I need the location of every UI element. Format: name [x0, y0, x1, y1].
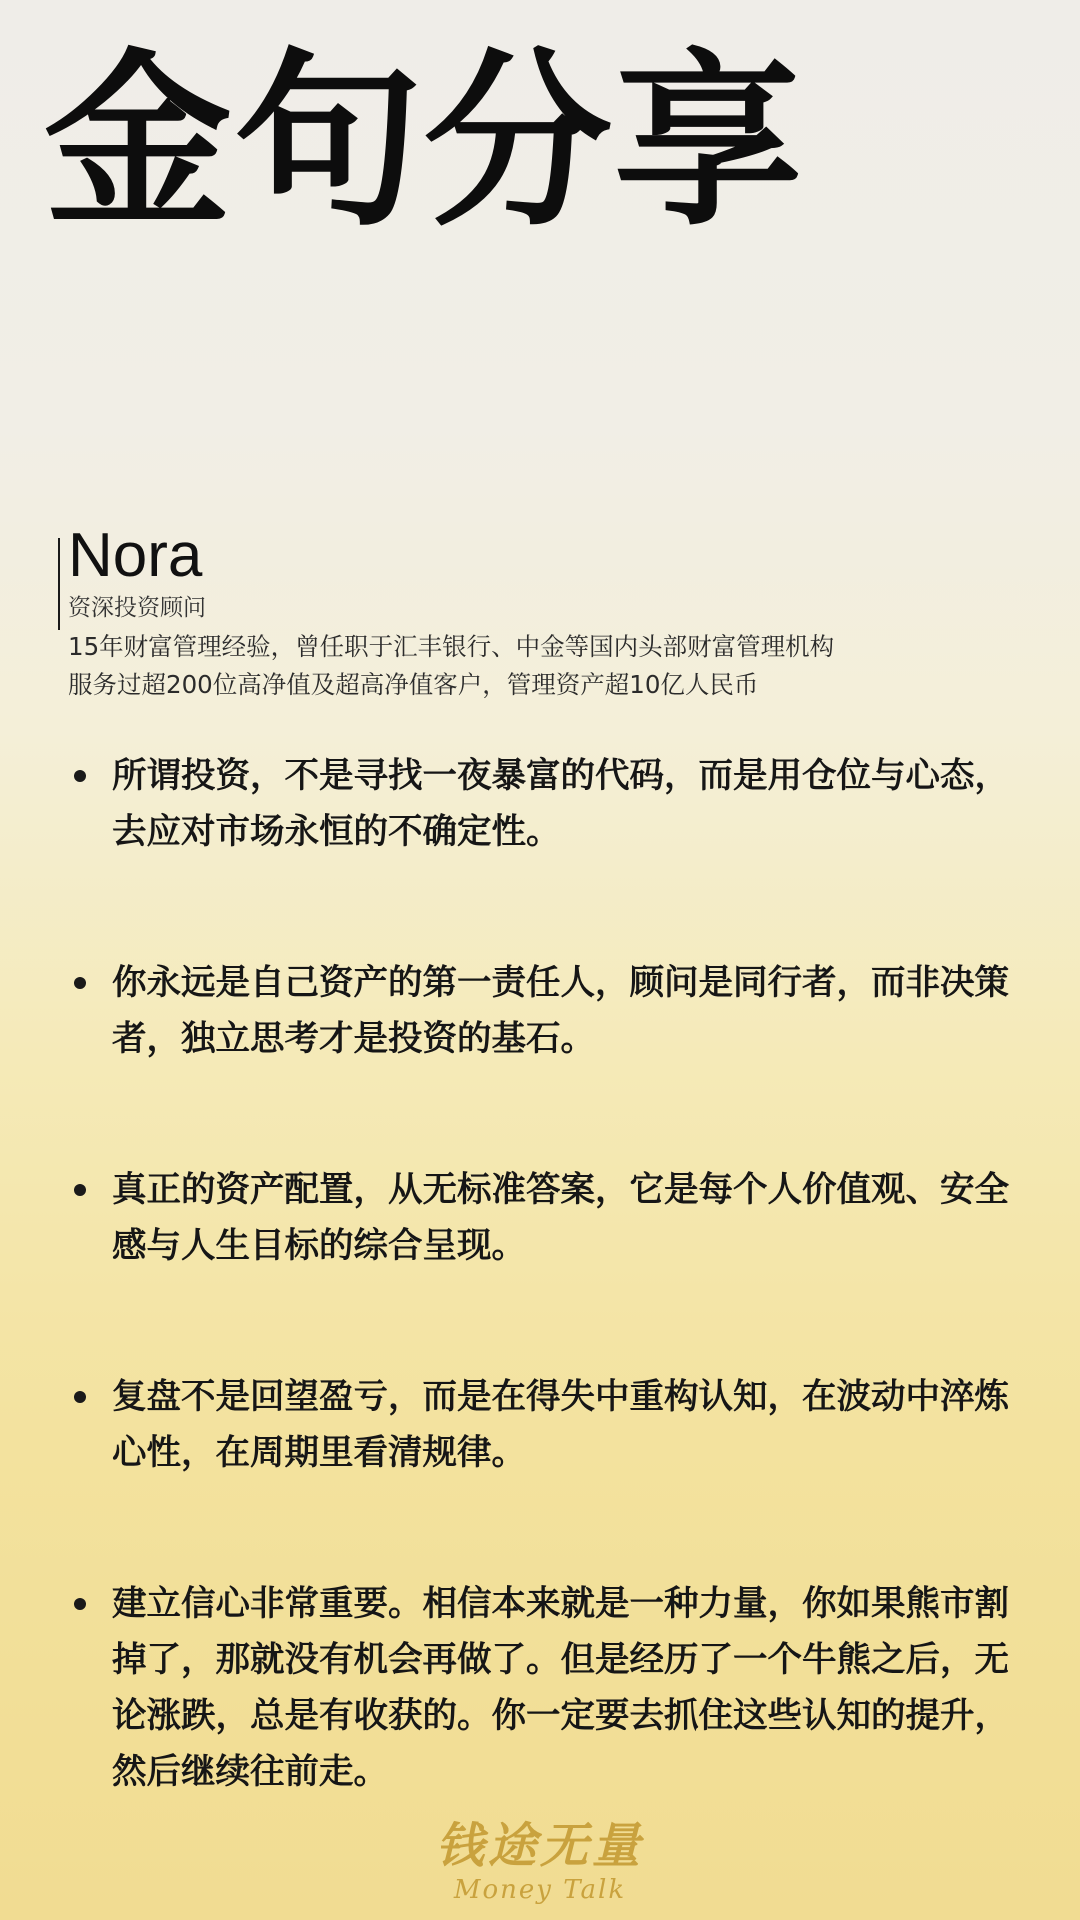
quote-text: 建立信心非常重要。相信本来就是一种力量，你如果熊市割掉了，那就没有机会再做了。但是经历了一个牛熊之后，无论涨跌，总是有收获的。你一定要去抓住这些认知的提升，然后继续往前走。 — [112, 1584, 1009, 1792]
bullet-icon — [74, 1184, 86, 1196]
bullet-icon — [74, 770, 86, 782]
profile-bio-line: 服务过超200位高净值及超高净值客户，管理资产超10亿人民币 — [68, 670, 759, 699]
bullet-icon — [74, 1391, 86, 1403]
quote-item — [74, 955, 1024, 1067]
bullet-icon — [74, 977, 86, 989]
profile-bio-line: 15年财富管理经验，曾任职于汇丰银行、中金等国内头部财富管理机构 — [68, 632, 835, 661]
quote-item — [74, 1369, 1024, 1481]
quote-text: 复盘不是回望盈亏，而是在得失中重构认知，在波动中淬炼心性，在周期里看清规律。 — [112, 1377, 1009, 1473]
quote-text: 所谓投资，不是寻找一夜暴富的代码，而是用仓位与心态，去应对市场永恒的不确定性。 — [112, 756, 1009, 852]
quote-text: 真正的资产配置，从无标准答案，它是每个人价值观、安全感与人生目标的综合呈现。 — [112, 1170, 1009, 1266]
bullet-icon — [74, 1598, 86, 1610]
quote-item — [74, 1162, 1024, 1274]
brand-logo — [0, 1818, 1080, 1906]
quote-text: 你永远是自己资产的第一责任人，顾问是同行者，而非决策者，独立思考才是投资的基石。 — [112, 963, 1009, 1059]
quote-item — [74, 748, 1024, 860]
profile-role: 资深投资顾问 — [68, 595, 206, 621]
page-title: 金句分享 — [44, 31, 804, 252]
brand-logo-cn: 钱途无量 — [435, 1818, 644, 1874]
quote-list — [74, 748, 1024, 1895]
profile-name: Nora — [68, 521, 203, 590]
profile-bio — [68, 628, 834, 704]
profile-divider — [58, 538, 60, 630]
quote-item — [74, 1576, 1024, 1800]
brand-logo-en: Money Talk — [453, 1875, 627, 1905]
